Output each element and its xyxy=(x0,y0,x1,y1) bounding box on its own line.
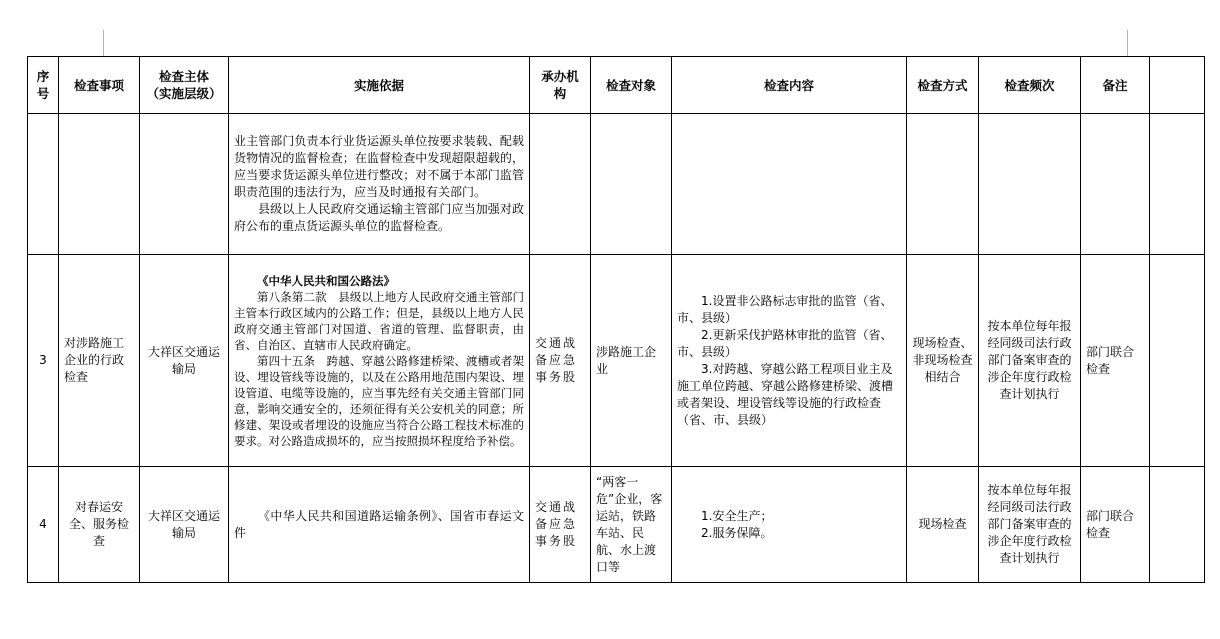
cell-item xyxy=(59,114,140,255)
table-row xyxy=(28,255,1205,467)
cell-no xyxy=(28,114,59,255)
header-blank xyxy=(1150,57,1205,114)
cell-method: 现场检查 xyxy=(907,467,979,583)
cell-agency: 交通战备应急事务股 xyxy=(530,255,591,467)
cell-basis xyxy=(229,255,530,467)
header-basis: 实施依据 xyxy=(229,57,530,114)
cell-agency xyxy=(530,114,591,255)
header-no-label: 序 号 xyxy=(36,69,50,101)
cell-no: 4 xyxy=(28,467,59,583)
cell-note xyxy=(1081,114,1150,255)
basis-paragraph: 第八条第二款 县级以上地方人民政府交通主管部门主管本行政区域内的公路工作；但是，县级以上地方人民政府交通主管部门对国道、省道的管理、监督职责，由省、自治区、直辖市人民政府确定。 xyxy=(234,289,524,352)
content-item: 1.设置非公路标志审批的监管（省、市、县级） xyxy=(677,293,893,325)
basis-paragraph: 业主管部门负责本行业货运源头单位按要求装载、配载货物情况的监督检查；在监督检查中发现超限超载的，应当要求货运源头单位进行整改；对不属于本部门监管职责范围的违法行为，应当及时通报有关部门。 xyxy=(234,134,524,199)
header-subject: 检查主体 （实施层级） xyxy=(140,57,229,114)
basis-paragraph: 县级以上人民政府交通运输主管部门应当加强对政府公布的重点货运源头单位的监督检查。 xyxy=(234,202,524,233)
cell-content xyxy=(672,114,907,255)
cell-object: “两客一危”企业，客运站，铁路车站、民航、水上渡口等 xyxy=(591,467,672,583)
header-content: 检查内容 xyxy=(672,57,907,114)
header-frequency: 检查频次 xyxy=(979,57,1081,114)
cell-blank xyxy=(1150,255,1205,467)
cell-blank xyxy=(1150,467,1205,583)
cell-blank xyxy=(1150,114,1205,255)
header-row xyxy=(28,57,1205,114)
cell-note: 部门联合检查 xyxy=(1081,255,1150,467)
cell-basis xyxy=(229,467,530,583)
cell-subject xyxy=(140,114,229,255)
cell-agency: 交通战备应急事务股 xyxy=(530,467,591,583)
cell-note: 部门联合检查 xyxy=(1081,467,1150,583)
cell-frequency xyxy=(979,114,1081,255)
basis-paragraph: 《中华人民共和国道路运输条例》、国省市春运文件 xyxy=(234,508,524,540)
header-item: 检查事项 xyxy=(59,57,140,114)
header-method: 检查方式 xyxy=(907,57,979,114)
basis-law-title: 《中华人民共和国公路法》 xyxy=(257,273,395,288)
cell-no: 3 xyxy=(28,255,59,467)
content-item: 1.安全生产； xyxy=(701,508,773,523)
header-object: 检查对象 xyxy=(591,57,672,114)
cell-object xyxy=(591,114,672,255)
cell-item: 对春运安全、服务检查 xyxy=(59,467,140,583)
header-note: 备注 xyxy=(1081,57,1150,114)
cell-item: 对涉路施工企业的行政检查 xyxy=(59,255,140,467)
page-corner-mark-right xyxy=(1127,30,1128,56)
header-no xyxy=(28,57,59,114)
header-agency: 承办机 构 xyxy=(530,57,591,114)
cell-frequency: 按本单位每年报经同级司法行政部门备案审查的涉企年度行政检查计划执行 xyxy=(979,467,1081,583)
cell-content xyxy=(672,467,907,583)
inspection-table xyxy=(27,56,1205,583)
page-corner-mark-left xyxy=(103,30,104,56)
content-item: 3.对跨越、穿越公路工程项目业主及施工单位跨越、穿越公路修建桥梁、渡槽或者架设、埋设管线等设施的行政检查（省、市、县级） xyxy=(677,361,894,427)
cell-frequency: 按本单位每年报经同级司法行政部门备案审查的涉企年度行政检查计划执行 xyxy=(979,255,1081,467)
cell-subject: 大祥区交通运输局 xyxy=(140,255,229,467)
content-item: 2.更新采伐护路林审批的监管（省、市、县级） xyxy=(677,327,893,359)
cell-object: 涉路施工企业 xyxy=(591,255,672,467)
cell-basis xyxy=(229,114,530,255)
basis-paragraph: 第四十五条 跨越、穿越公路修建桥梁、渡槽或者架设、埋设管线等设施的，以及在公路用地范围内架设、埋设管道、电缆等设施的，应当事先经有关交通主管部门同意，影响交通安全的，还须征得有关公安机关的同意；所修建、架设或者埋设的设施应当符合公路工程技术标准的要求。对公路造成损坏的，应当按照损坏程度给予补偿。 xyxy=(234,353,524,448)
table-row xyxy=(28,467,1205,583)
table-row xyxy=(28,114,1205,255)
content-item: 2.服务保障。 xyxy=(701,525,773,540)
cell-content xyxy=(672,255,907,467)
cell-method xyxy=(907,114,979,255)
cell-subject: 大祥区交通运输局 xyxy=(140,467,229,583)
cell-method: 现场检查、非现场检查相结合 xyxy=(907,255,979,467)
